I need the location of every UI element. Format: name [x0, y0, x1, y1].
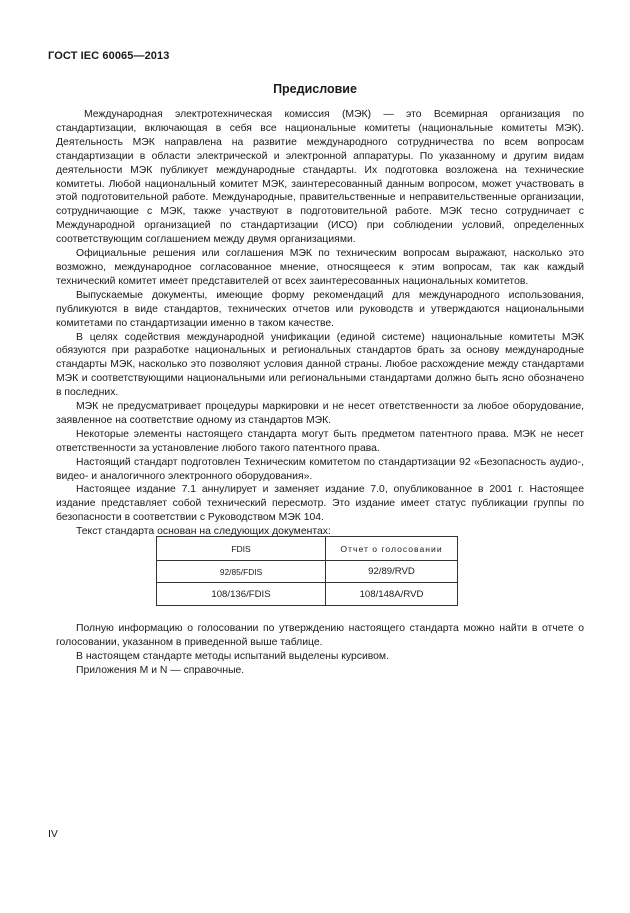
- paragraph-marking: МЭК не предусматривает процедуры маркировки и не несет ответственности за любое оборудование, заявленное на соответствие одному из стандартов МЭК.: [56, 401, 584, 426]
- paragraph-patents: Некоторые элементы настоящего стандарта могут быть предметом патентного права. МЭК не несет ответственности за установление любого такого патентного права.: [56, 428, 584, 454]
- votes-table-container: [156, 536, 458, 606]
- page-title: Предисловие: [273, 82, 357, 96]
- paragraph-unification: В целях содействия международной унификации (единой системе) национальные комитеты МЭК обязуются при разработке национальных и региональных стандартов брать за основу международные стандарты МЭК, насколько это позволяют условия данной страны. Любое расхождение между стандартами МЭК и соответствующими национальными или региональными стандартами должно быть ясно обозначено в последних.: [56, 331, 584, 399]
- table-cell: 108/136/FDIS: [157, 583, 326, 606]
- paragraph-official-decisions: Официальные решения или соглашения МЭК по техническим вопросам выражают, насколько это возможно, международное согласованное мнение, относящееся к этим вопросам, так как каждый технический комитет имеет представителей от всех заинтересованных национальных комитетов.: [56, 248, 584, 287]
- page-number: IV: [48, 828, 58, 840]
- paragraph-test-methods: В настоящем стандарте методы испытаний выделены курсивом.: [76, 650, 389, 662]
- table-cell: 108/148A/RVD: [326, 583, 458, 606]
- paragraph-published-documents: Выпускаемые документы, имеющие форму рекомендаций для международного использования, публикуются в виде стандартов, технических отчетов или руководств и утверждаются национальными комитетами по стандартизации именно в таком качестве.: [56, 289, 584, 329]
- table-cell: 92/89/RVD: [326, 561, 458, 583]
- paragraph-based-on: Текст стандарта основан на следующих документах:: [76, 526, 331, 538]
- paragraph-annexes: Приложения M и N — справочные.: [76, 664, 245, 676]
- table-header-cell: Отчет о голосовании: [326, 537, 458, 561]
- paragraph-voting-info: Полную информацию о голосовании по утверждению настоящего стандарта можно найти в отчете о голосовании, указанном в приведенной выше таблице.: [56, 623, 584, 648]
- table-cell: 92/85/FDIS: [157, 561, 326, 583]
- preface-closing: [56, 622, 584, 678]
- paragraph-edition: Настоящее издание 7.1 аннулирует и заменяет издание 7.0, опубликованное в 2001 г. Настоящее издание представляет собой технический пересмотр. Это издание имеет статус публикации группы по безопасности в соответствии с Руководством МЭК 104.: [56, 484, 584, 524]
- table-row: [157, 583, 458, 606]
- document-code-header: ГОСТ IEC 60065—2013: [48, 50, 170, 62]
- table-header-cell: FDIS: [157, 537, 326, 561]
- votes-table: [156, 536, 458, 606]
- table-header-row: [157, 537, 458, 561]
- table-row: [157, 561, 458, 583]
- paragraph-prepared-by: Настоящий стандарт подготовлен Техническим комитетом по стандартизации 92 «Безопасность аудио-, видео- и аналогичного электронного оборудования».: [56, 456, 584, 482]
- paragraph-iec-intro: Международная электротехническая комиссия (МЭК) — это Всемирная организация по стандартизации, включающая в себя все национальные комитеты (национальные комитеты МЭК). Деятельность МЭК направлена на развитие международного сотрудничества по всем вопросам стандартизации в области электрической и электронной аппаратуры. По указанному и другим видам деятельности МЭК публикует международные стандарты. Их подготовка возложена на технические комитеты. Любой национальный комитет МЭК, заинтересованный данным вопросом, может участвовать в этой подготовительной работе. Международные, правительственные и неправительственные организации, сотрудничающие с МЭК, также участвуют в подготовительной работе. МЭК тесно сотрудничает с Международной организацией по стандартизации (ИСО) при соблюдении условий, определенных соответствующим соглашением между двумя организациями.: [56, 109, 584, 246]
- preface-body: [56, 108, 584, 539]
